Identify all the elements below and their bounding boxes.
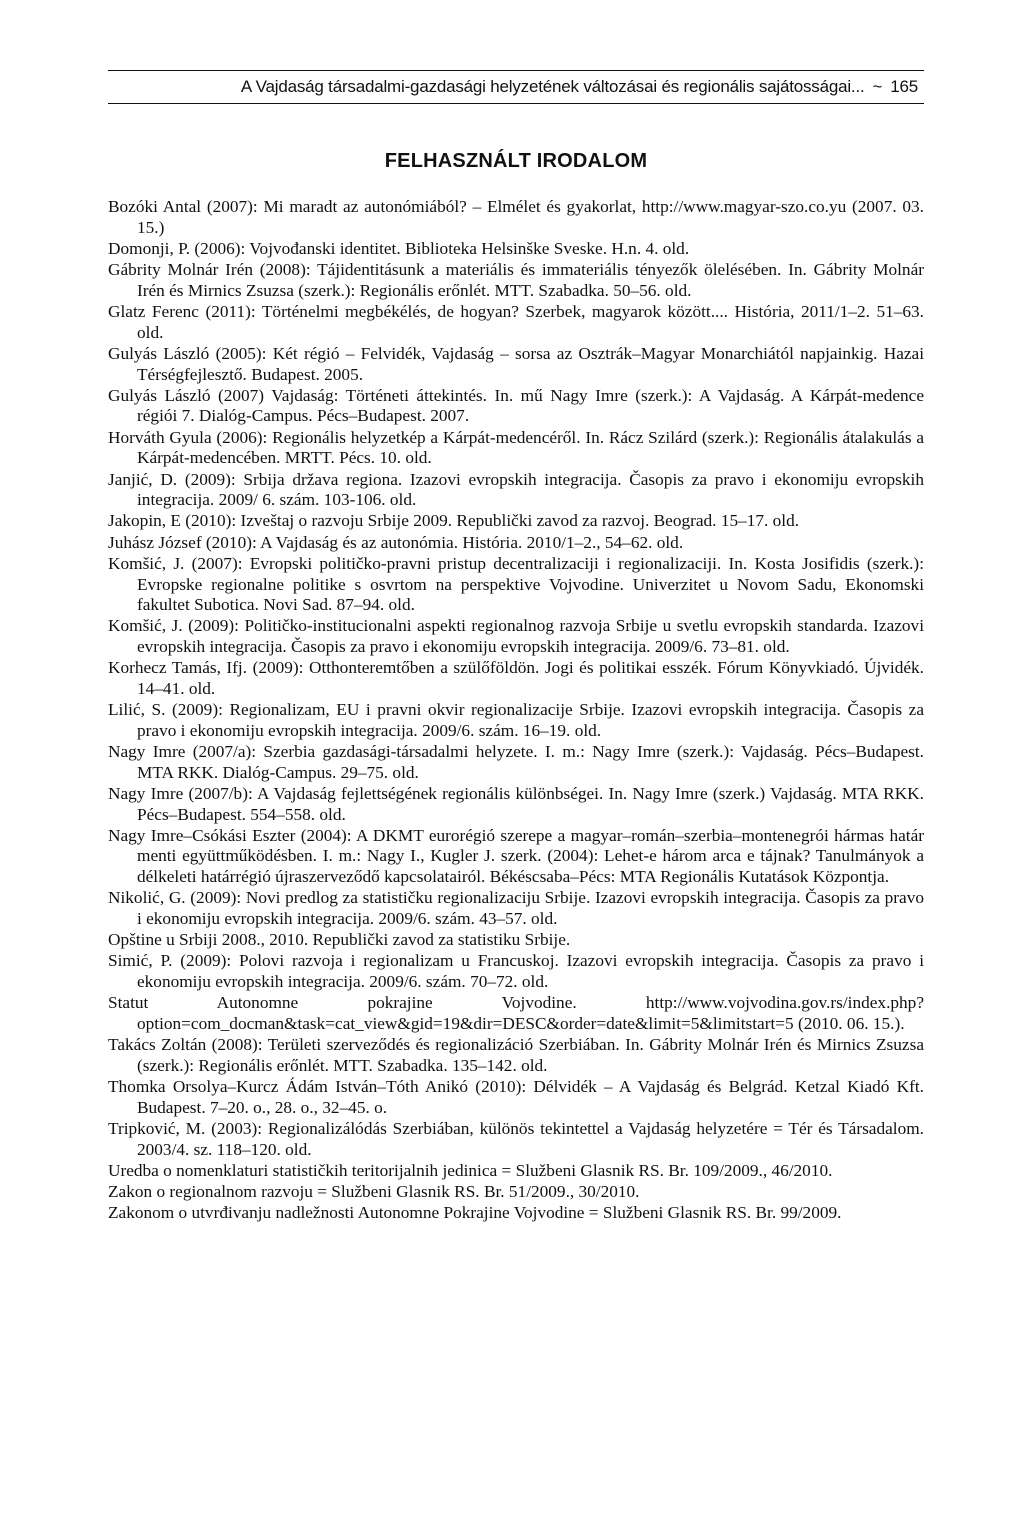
- reference-entry: Nagy Imre (2007/b): A Vajdaság fejlettségének regionális különbségei. In. Nagy Imre (szerk.) Vajdaság. MTA RKK. Pécs–Budapest. 554–558. old.: [108, 783, 924, 824]
- running-header: [108, 70, 924, 104]
- reference-entry: Komšić, J. (2007): Evropski političko-pravni pristup decentralizaciji i regionalizaciji. In. Kosta Josifidis (szerk.): Evropske regionalne politike s osvrtom na perspektive Vojvodine. Univerzitet u Novom Sadu, Ekonomski fakultet Subotica. Novi Sad. 87–94. old.: [108, 553, 924, 615]
- reference-entry: Simić, P. (2009): Polovi razvoja i regionalizam u Francuskoj. Izazovi evropskih integracija. Časopis za pravo i ekonomiju evropskih integracija. 2009/6. szám. 70–72. old.: [108, 951, 924, 992]
- reference-entry: Gulyás László (2005): Két régió – Felvidék, Vajdaság – sorsa az Osztrák–Magyar Monarchiától napjainkig. Hazai Térségfejlesztő. Budapest. 2005.: [108, 343, 924, 384]
- reference-entry: Uredba o nomenklaturi statističkih teritorijalnih jedinica = Službeni Glasnik RS. Br. 109/2009., 46/2010.: [108, 1160, 833, 1180]
- reference-entry: Korhecz Tamás, Ifj. (2009): Otthonteremtőben a szülőföldön. Jogi és politikai esszék. Fórum Könyvkiadó. Újvidék. 14–41. old.: [108, 658, 924, 698]
- reference-entry: Thomka Orsolya–Kurcz Ádám István–Tóth Anikó (2010): Délvidék – A Vajdaság és Belgrád. Ketzal Kiadó Kft. Budapest. 7–20. o., 28. o., 32–45. o.: [108, 1077, 924, 1117]
- reference-entry: Zakon o regionalnom razvoju = Službeni Glasnik RS. Br. 51/2009., 30/2010.: [108, 1182, 640, 1202]
- reference-entry: Tripković, M. (2003): Regionalizálódás Szerbiában, különös tekintettel a Vajdaság helyzetére = Tér és Társadalom. 2003/4. sz. 118–120. old.: [108, 1118, 924, 1159]
- reference-entry: Domonji, P. (2006): Vojvođanski identitet. Biblioteka Helsinške Sveske. H.n. 4. old.: [108, 238, 690, 258]
- reference-entry: Nikolić, G. (2009): Novi predlog za statističku regionalizaciju Srbije. Izazovi evropskih integracija. Časopis za pravo i ekonomiju evropskih integracija. 2009/6. szám. 43–57. old.: [108, 888, 924, 928]
- reference-entry: Opštine u Srbiji 2008., 2010. Republički zavod za statistiku Srbije.: [108, 930, 571, 950]
- section-title: FELHASZNÁLT IRODALOM: [384, 150, 648, 172]
- reference-entry: Takács Zoltán (2008): Területi szerveződés és regionalizáció Szerbiában. In. Gábrity Molnár Irén és Mirnics Zsuzsa (szerk.): Regionális erőnlét. MTT. Szabadka. 135–142. old.: [108, 1035, 924, 1075]
- reference-entry: Zakonom o utvrđivanju nadležnosti Autonomne Pokrajine Vojvodine = Službeni Glasnik RS. Br. 99/2009.: [108, 1203, 842, 1223]
- reference-entry: Gábrity Molnár Irén (2008): Tájidentitásunk a materiális és immateriális tényezők ölelésében. In. Gábrity Molnár Irén és Mirnics Zsuzsa (szerk.): Regionális erőnlét. MTT. Szabadka. 50–56. old.: [108, 260, 924, 300]
- reference-entry: Nagy Imre–Csókási Eszter (2004): A DKMT eurorégió szerepe a magyar–román–szerbia–montenegrói hármas határ menti együttműködésben. I. m.: Nagy I., Kugler J. szerk. (2004): Lehet-e három arca e tájnak? Tanulmányok a délkeleti határrégió újraszerveződő kapcsolatairól. Békéscsaba–Pécs: MTA Regionális Kutatások Központja.: [108, 825, 924, 886]
- reference-entry: Bozóki Antal (2007): Mi maradt az autonómiából? – Elmélet és gyakorlat, http://www.magyar-szo.co.yu (2007. 03. 15.): [108, 197, 924, 237]
- reference-entry: Glatz Ferenc (2011): Történelmi megbékélés, de hogyan? Szerbek, magyarok között.... História, 2011/1–2. 51–63. old.: [108, 302, 924, 342]
- reference-entry: Nagy Imre (2007/a): Szerbia gazdasági-társadalmi helyzete. I. m.: Nagy Imre (szerk.): Vajdaság. Pécs–Budapest. MTA RKK. Dialóg-Campus. 29–75. old.: [108, 742, 924, 782]
- reference-entry: Janjić, D. (2009): Srbija država regiona. Izazovi evropskih integracija. Časopis za pravo i ekonomiju evropskih integracija. 2009/ 6. szám. 103-106. old.: [108, 469, 924, 510]
- reference-entry: Lilić, S. (2009): Regionalizam, EU i pravni okvir regionalizacije Srbije. Izazovi evropskih integracija. Časopis za pravo i ekonomiju evropskih integracija. 2009/6. szám. 16–19. old.: [108, 700, 924, 740]
- reference-entry: Horváth Gyula (2006): Regionális helyzetkép a Kárpát-medencéről. In. Rácz Szilárd (szerk.): Regionális átalakulás a Kárpát-medencében. MRTT. Pécs. 10. old.: [108, 427, 924, 468]
- page: [108, 70, 924, 1225]
- reference-entry: Juhász József (2010): A Vajdaság és az autonómia. História. 2010/1–2., 54–62. old.: [108, 532, 684, 552]
- page-number: 165: [890, 77, 918, 96]
- reference-list: [108, 197, 924, 1224]
- header-separator: ~: [872, 77, 883, 96]
- reference-entry: Komšić, J. (2009): Političko-institucionalni aspekti regionalnog razvoja Srbije u svetlu evropskih standarda. Izazovi evropskih integracija. Časopis za pravo i ekonomiju evropskih integracija. 2009/6. 73–81. old.: [108, 616, 924, 657]
- reference-entry: Gulyás László (2007) Vajdaság: Történeti áttekintés. In. mű Nagy Imre (szerk.): A Vajdaság. A Kárpát-medence régiói 7. Dialóg-Campus. Pécs–Budapest. 2007.: [108, 385, 924, 426]
- reference-entry: Jakopin, E (2010): Izveštaj o razvoju Srbije 2009. Republički zavod za razvoj. Beograd. 15–17. old.: [108, 511, 800, 531]
- running-title: A Vajdaság társadalmi-gazdasági helyzetének változásai és regionális sajátosságai...: [240, 77, 865, 96]
- reference-entry: Statut Autonomne pokrajine Vojvodine. http://www.vojvodina.gov.rs/index.php?option=com_docman&task=cat_view&gid=19&dir=DESC&order=date&limit=5&limitstart=5 (2010. 06. 15.).: [108, 993, 924, 1033]
